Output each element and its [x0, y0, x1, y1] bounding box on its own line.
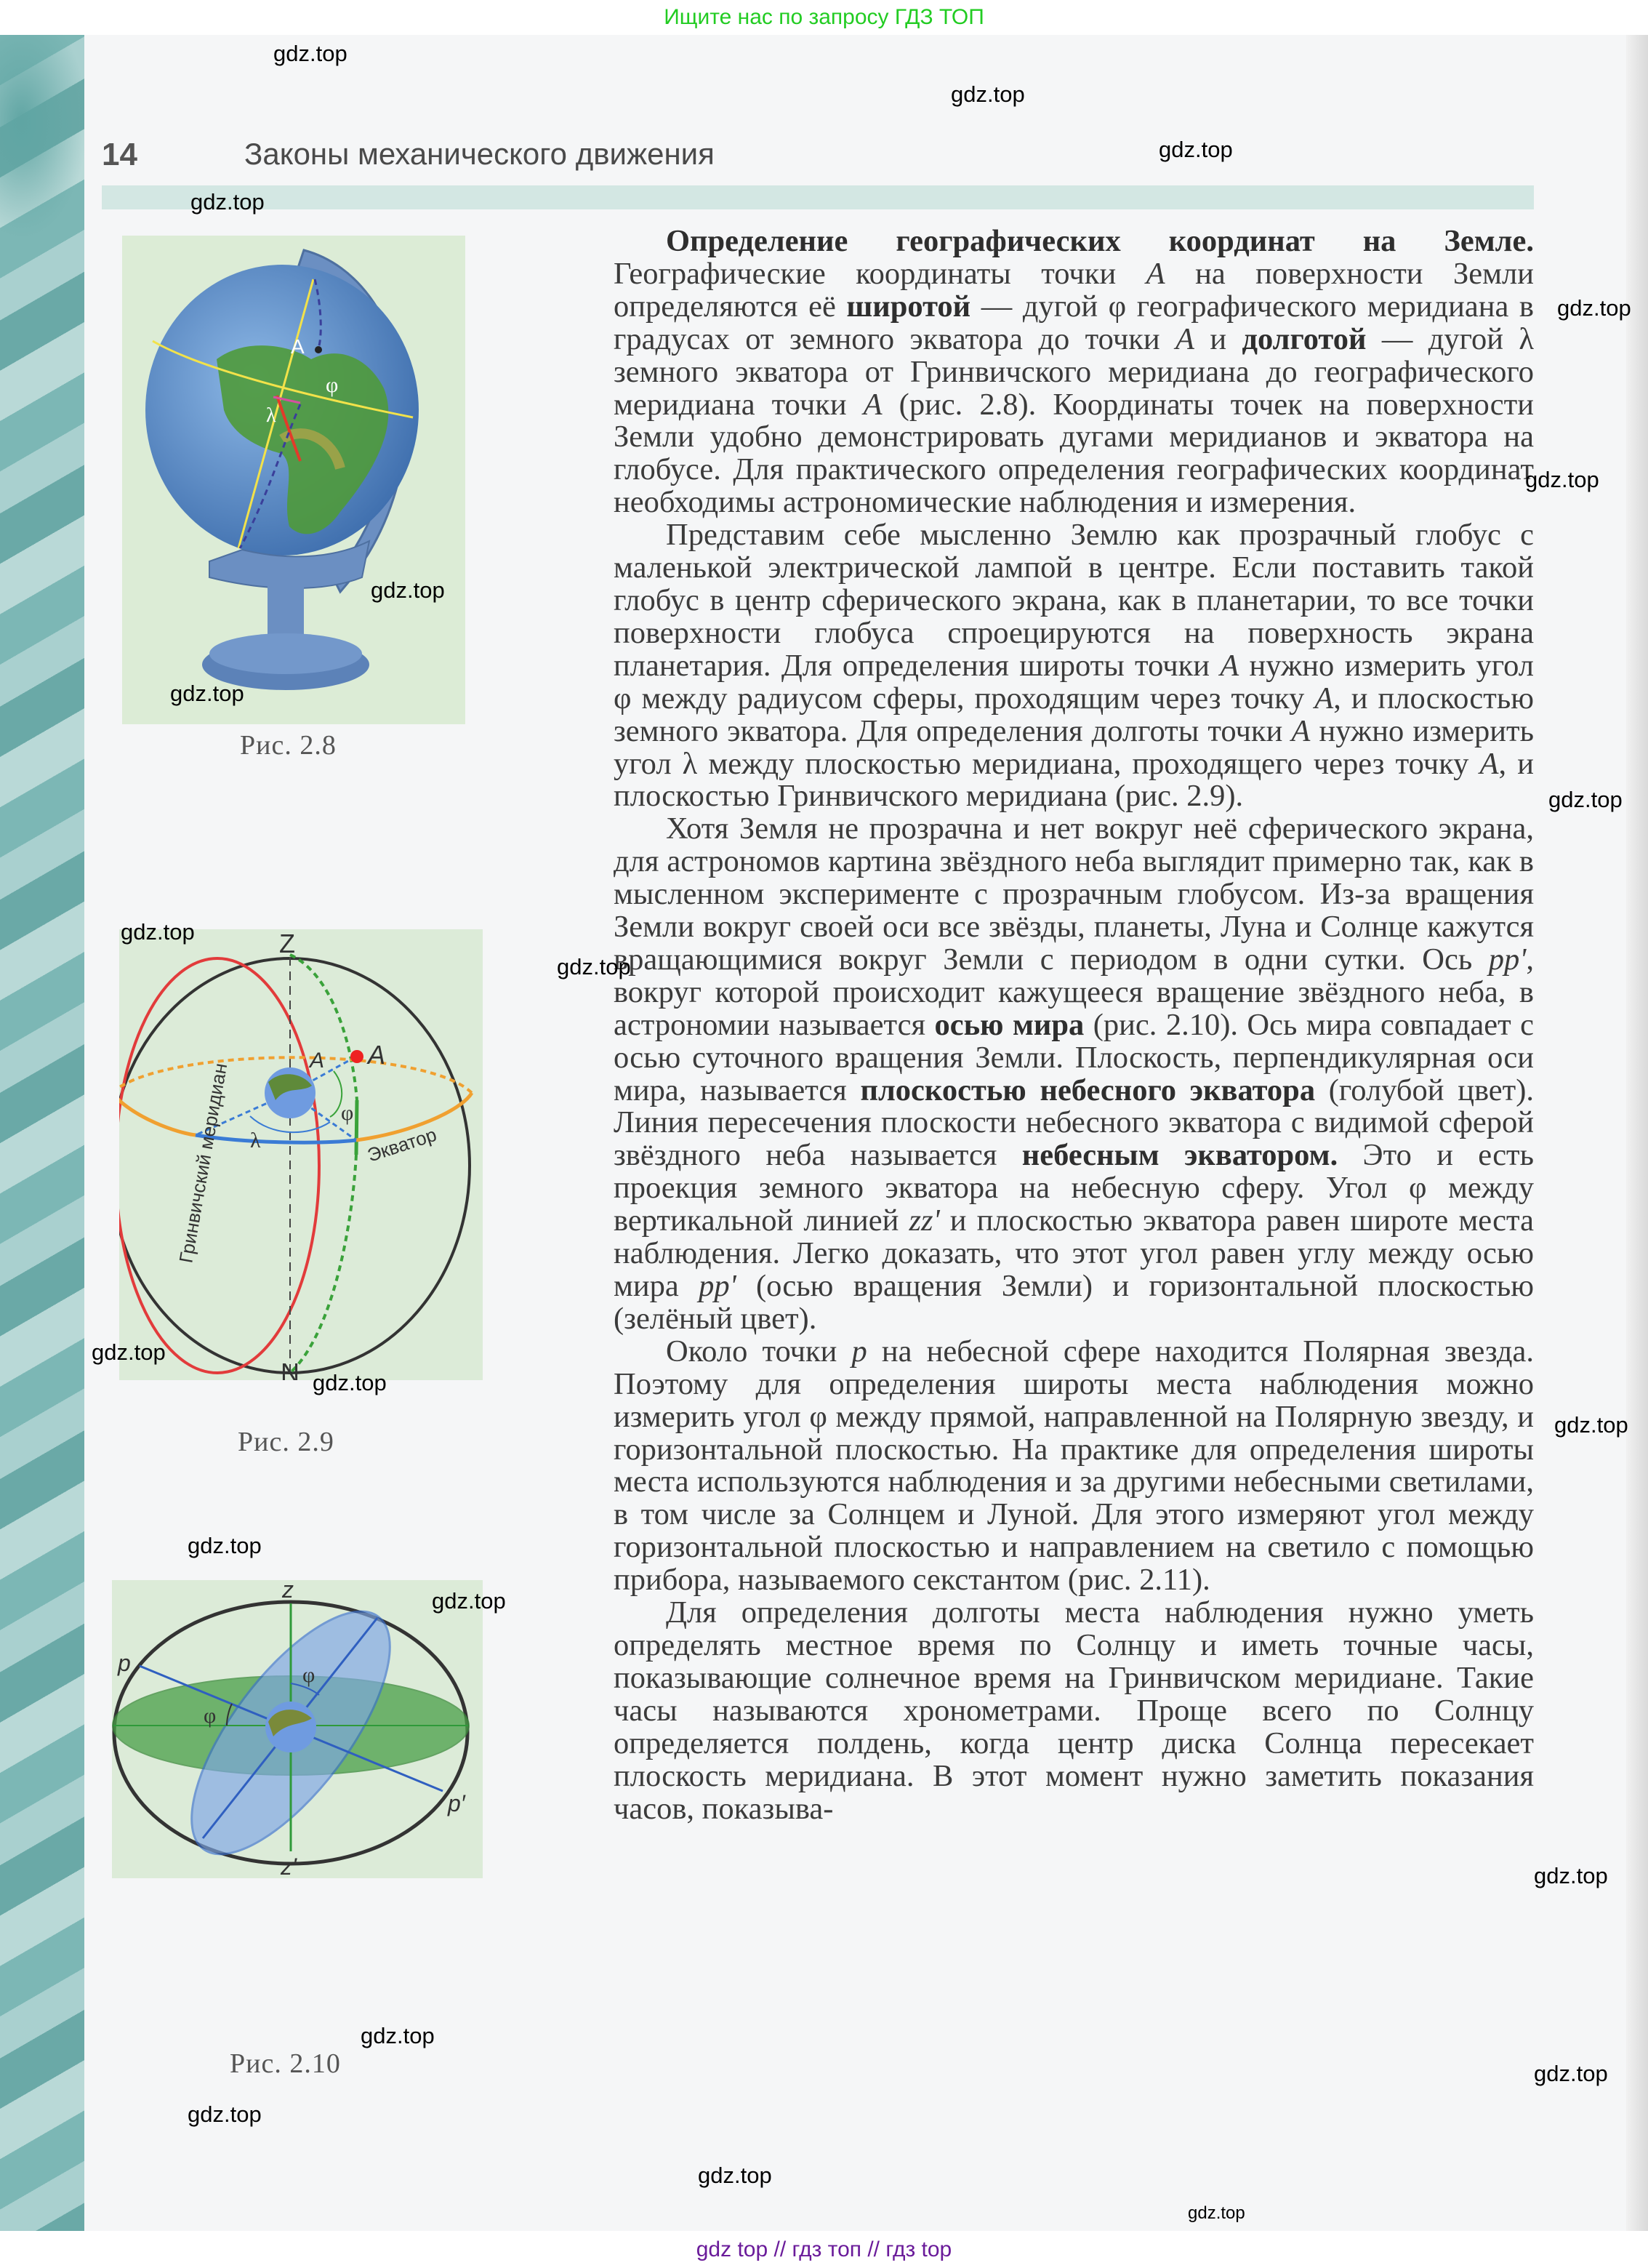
- term-axis-of-world: осью мира: [934, 1007, 1085, 1042]
- term-longitude: долготой: [1242, 321, 1367, 356]
- watermark: gdz.top: [951, 81, 1025, 107]
- paragraph-polar-star: Около точки p на небесной сфере находится Полярная звезда. Поэтому для определения широты места наблюдения можно измерить угол φ между прямой, направленной на Полярную звезду, и горизонтальной плоскостью. На практике для определения широты места используются наблюдения и за другими небесными светилами, в том числе за Солнцем и Луной. Для этого измеряют угол между горизонтальной плоскостью и направлением на светило с помощью прибора, называемого секстантом (рис. 2.11).: [614, 1334, 1534, 1598]
- paragraph-transparent-globe: Представим себе мысленно Землю как прозрачный глобус с маленькой электрической лампой в центре. Если поставить такой глобус в центр сферического экрана, как в планетарии, то все точки поверхности глобуса спроецируются на поверхность экрана планетария. Для определения широты точки A нужно измерить угол φ между радиусом сферы, проходящим через точку A, и плоскостью земного экватора. Для определения долготы точки A нужно измерить угол λ между плоскостью меридиана, проходящего через точку A, и плоскостью Гринвичского меридиана (рис. 2.9).: [614, 518, 1535, 814]
- watermark: gdz.top: [1188, 2203, 1245, 2223]
- body-text: [614, 225, 1534, 1825]
- watermark: gdz.top: [1525, 467, 1599, 492]
- watermark: gdz.top: [1557, 295, 1631, 321]
- watermark: gdz.top: [188, 2101, 262, 2127]
- svg-text:φ: φ: [341, 1101, 354, 1125]
- globe-illustration: [122, 236, 465, 724]
- figure-celestial-coordinates: [119, 929, 483, 1380]
- top-banner: [0, 0, 1648, 35]
- watermark: gdz.top: [170, 681, 244, 706]
- watermark: gdz.top: [1159, 137, 1233, 162]
- svg-text:A: A: [310, 1049, 325, 1073]
- svg-text:N: N: [281, 1358, 300, 1380]
- watermark: gdz.top: [273, 41, 347, 66]
- bottom-banner: [0, 2231, 1648, 2268]
- watermark: gdz.top: [361, 2023, 435, 2048]
- watermark: gdz.top: [313, 1370, 387, 1395]
- svg-text:z: z: [282, 1580, 294, 1603]
- svg-text:λ: λ: [266, 404, 276, 427]
- paragraph-celestial-sphere: Хотя Земля не прозрачна и нет вокруг неё сферического экрана, для астрономов картина звёздного неба выглядит примерно так, как в мысленном эксперименте с прозрачным глобусом. Из-за вращения Земли вокруг своей оси все звёзды, планеты, Луна и Солнце кажутся вращающимися вокруг Земли с периодом в одни сутки. Ось pp', вокруг которой происходит кажущееся вращение звёздного неба, в астрономии называется осью мира (рис. 2.10). Ось мира совпадает с осью суточного вращения Земли. Плоскость, перпендикулярная оси мира, называется плоскостью небесного экватора (голубой цвет). Линия пересечения плоскости небесного экватора с видимой сферой звёздного неба называется небесным экватором. Это и есть проекция земного экватора на небесную сферу. Угол φ между вертикальной линией zz' и плоскостью экватора равен широте места наблюдения. Легко доказать, что этот угол равен углу между осью мира pp' (осью вращения Земли) и горизонтальной плоскостью (зелёный цвет).: [614, 812, 1535, 1336]
- svg-text:z′: z′: [281, 1854, 297, 1878]
- coordinates-diagram: [119, 929, 483, 1380]
- watermark: gdz.top: [190, 189, 265, 215]
- watermark: gdz.top: [371, 577, 445, 603]
- chapter-title: Законы механического движения: [244, 137, 715, 171]
- svg-text:λ: λ: [250, 1129, 261, 1153]
- svg-text:A: A: [368, 1040, 386, 1070]
- section-heading: Определение географических координат на Земле.: [666, 224, 1534, 258]
- axis-diagram: [112, 1580, 483, 1878]
- decorative-left-strip: [0, 35, 84, 2231]
- caption-fig-2-9: Рис. 2.9: [238, 1427, 334, 1457]
- svg-text:p′: p′: [448, 1790, 465, 1816]
- watermark: gdz.top: [1548, 787, 1623, 812]
- top-banner-text: Ищите нас по запросу ГДЗ ТОП: [664, 5, 984, 29]
- watermark: gdz.top: [1534, 2061, 1608, 2086]
- caption-fig-2-8: Рис. 2.8: [240, 730, 337, 761]
- watermark: gdz.top: [188, 1533, 262, 1558]
- watermark: gdz.top: [92, 1339, 166, 1365]
- svg-text:Z: Z: [279, 929, 295, 958]
- page-edge: [1626, 35, 1648, 2231]
- watermark: gdz.top: [121, 919, 195, 945]
- term-celestial-equator: небесным экватором.: [1021, 1138, 1338, 1173]
- svg-text:p: p: [118, 1650, 131, 1676]
- page-number: 14: [102, 137, 137, 172]
- figure-globe: [122, 236, 465, 724]
- watermark: gdz.top: [698, 2163, 772, 2188]
- header-band: [102, 185, 1534, 209]
- svg-text:φ: φ: [204, 1704, 217, 1728]
- watermark: gdz.top: [1554, 1412, 1628, 1438]
- svg-text:A: A: [291, 335, 305, 358]
- figure-axis-of-world: [112, 1580, 483, 1878]
- svg-text:Гринвичский меридиан: Гринвичский меридиан: [174, 1061, 232, 1265]
- watermark: gdz.top: [557, 954, 631, 979]
- bottom-banner-text: gdz top // гдз топ // гдз top: [696, 2237, 952, 2261]
- svg-text:φ: φ: [302, 1663, 315, 1687]
- paragraph-geo-coordinates: Определение географических координат на Земле. Географические координаты точки A на поверхности Земли определяются её широтой — дугой φ географического меридиана в градусах от земного экватора до точки A и долготой — дугой λ земного экватора от Гринвичского меридиана до географического меридиана точки A (рис. 2.8). Координаты точек на поверхности Земли удобно демонстрировать дугами меридианов и экватора на глобусе. Для практического определения географических координат необходимы астрономические наблюдения и измерения.: [614, 224, 1534, 520]
- caption-fig-2-10: Рис. 2.10: [230, 2048, 341, 2079]
- paragraph-longitude-measurement: Для определения долготы места наблюдения нужно уметь определять местное время по Солнцу и иметь точные часы, показывающие солнечное время на Гринвичском меридиане. Такие часы называются хронометрами. Проще всего по Солнцу определяется полдень, когда центр диска Солнца пересекает плоскость меридиана. В этот момент нужно заметить показания часов, показыва-: [614, 1595, 1534, 1826]
- svg-text:Экватор: Экватор: [364, 1123, 440, 1166]
- term-celestial-equator-plane: плоскостью небесного экватора: [860, 1073, 1316, 1107]
- term-latitude: широтой: [846, 289, 971, 324]
- watermark: gdz.top: [432, 1588, 506, 1614]
- watermark: gdz.top: [1534, 1863, 1608, 1888]
- svg-text:φ: φ: [326, 373, 339, 397]
- textbook-page: [0, 35, 1648, 2231]
